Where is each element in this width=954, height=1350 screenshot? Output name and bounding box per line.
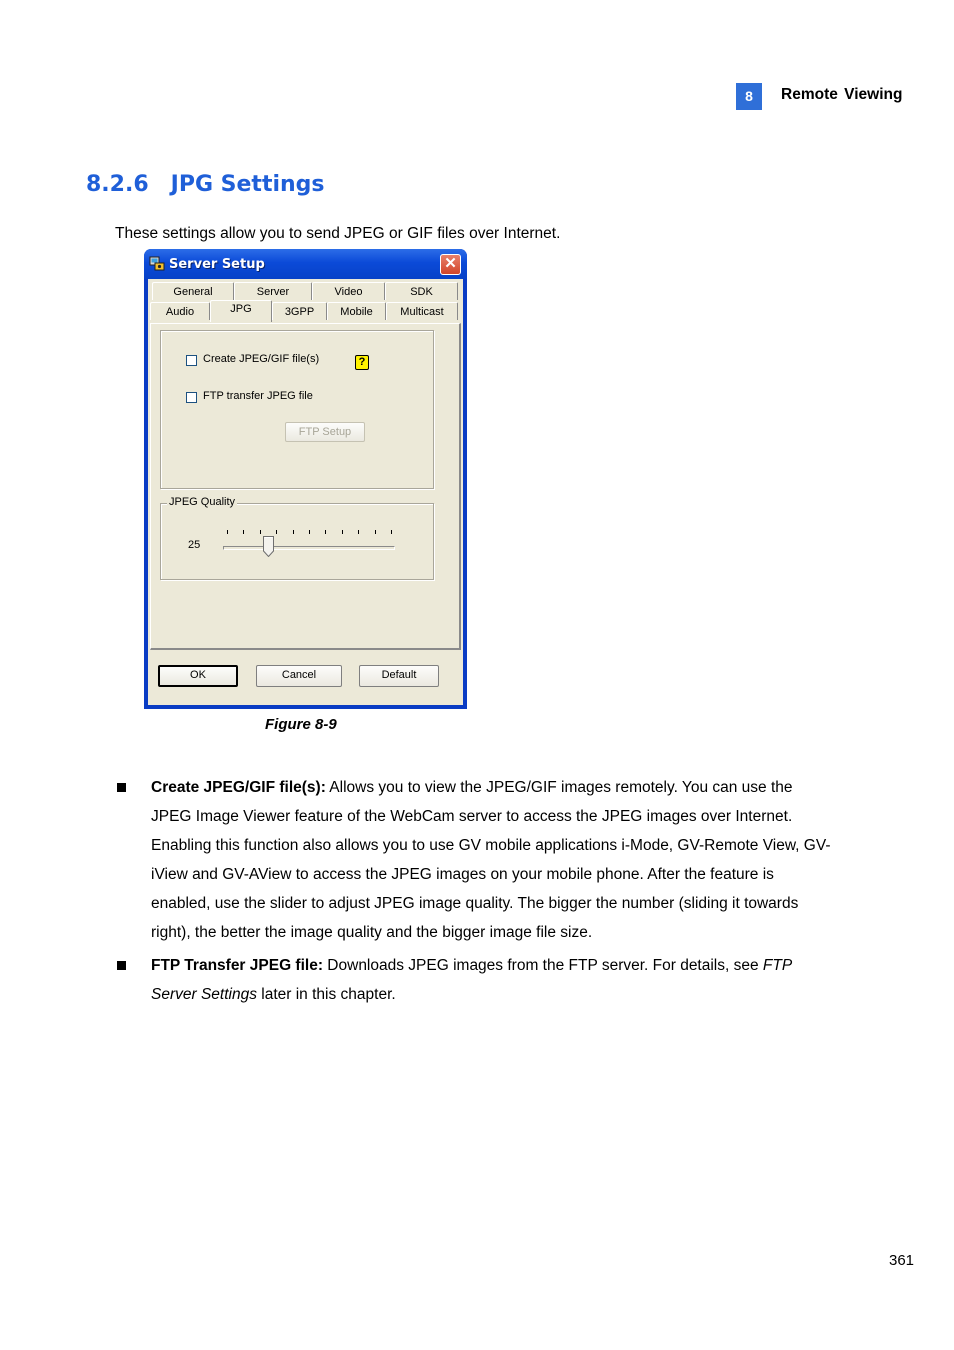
intro-paragraph: These settings allow you to send JPEG or GIF files over Internet. — [115, 225, 561, 242]
ftp-transfer-checkbox[interactable] — [186, 392, 197, 403]
slider-tick — [309, 530, 310, 534]
chapter-number-badge: 8 — [736, 83, 762, 110]
slider-tick — [243, 530, 244, 534]
jpg-tab-panel — [150, 323, 461, 650]
bullet-square-icon — [117, 783, 126, 792]
tab-audio[interactable]: Audio — [150, 302, 210, 320]
dialog-title: Server Setup — [169, 257, 265, 272]
tab-server[interactable]: Server — [234, 282, 312, 300]
bullet-list — [117, 773, 832, 1013]
create-jpeg-checkbox[interactable] — [186, 355, 197, 366]
tab-video[interactable]: Video — [312, 282, 385, 300]
bullet-text: Downloads JPEG images from the FTP server. For details, see — [323, 957, 763, 974]
slider-tick — [325, 530, 326, 534]
jpeg-quality-slider-thumb[interactable] — [263, 536, 274, 557]
figure-caption: Figure 8-9 — [265, 716, 337, 733]
slider-tick — [342, 530, 343, 534]
tab-general[interactable]: General — [152, 282, 234, 300]
dialog-titlebar[interactable] — [144, 249, 467, 279]
slider-tick — [358, 530, 359, 534]
list-item — [117, 951, 832, 1009]
default-button[interactable]: Default — [359, 665, 439, 687]
section-number: 8.2.6 — [86, 172, 149, 197]
create-jpeg-label: Create JPEG/GIF file(s) — [203, 353, 320, 365]
bullet-term: FTP Transfer JPEG file: — [151, 957, 323, 974]
list-item — [117, 773, 832, 947]
close-button[interactable] — [440, 254, 461, 275]
tab-multicast[interactable]: Multicast — [386, 302, 458, 320]
cross-reference: FTP Server Settings — [151, 957, 792, 1003]
help-icon[interactable]: ? — [355, 355, 369, 370]
ok-button[interactable]: OK — [158, 665, 238, 687]
jpeg-options-group — [160, 330, 434, 489]
tab-3gpp[interactable]: 3GPP — [272, 302, 327, 320]
server-setup-dialog — [144, 249, 467, 709]
bullet-text-after: later in this chapter. — [256, 986, 396, 1003]
page-number: 361 — [889, 1252, 915, 1269]
slider-tick — [276, 530, 277, 534]
section-heading — [86, 172, 325, 197]
bullet-term: Create JPEG/GIF file(s): — [151, 779, 326, 796]
ftp-transfer-label: FTP transfer JPEG file — [203, 390, 313, 402]
cancel-button[interactable]: Cancel — [256, 665, 342, 687]
tab-sdk[interactable]: SDK — [385, 282, 458, 300]
close-icon: ✕ — [444, 255, 457, 272]
jpeg-quality-slider-track[interactable] — [223, 546, 395, 550]
jpeg-quality-legend: JPEG Quality — [169, 496, 236, 508]
slider-tick — [293, 530, 294, 534]
tab-jpg[interactable]: JPG — [210, 300, 272, 322]
slider-tick — [391, 530, 392, 534]
slider-tick — [227, 530, 228, 534]
bullet-text: Allows you to view the JPEG/GIF images remotely. You can use the JPEG Image Viewer feature of the WebCam server to access the JPEG images over Internet. Enabling this function also allows you to use GV mobile applications i-Mode, GV-Remote View, GV-iView and GV-AView to access the JPEG images on your mobile phone. After the feature is enabled, use the slider to adjust JPEG image quality. The bigger the number (sliding it towards right), the better the image quality and the bigger image file size. — [151, 779, 831, 941]
jpeg-quality-group — [160, 496, 434, 580]
jpeg-quality-value: 25 — [188, 539, 201, 551]
slider-tick — [375, 530, 376, 534]
bullet-square-icon — [117, 961, 126, 970]
chapter-title: Remote Viewing — [781, 86, 903, 103]
server-setup-icon — [149, 255, 165, 271]
dialog-client-area — [148, 279, 463, 705]
tab-mobile[interactable]: Mobile — [327, 302, 386, 320]
ftp-setup-button[interactable]: FTP Setup — [285, 422, 365, 442]
section-title: JPG Settings — [170, 172, 325, 197]
slider-tick — [260, 530, 261, 534]
